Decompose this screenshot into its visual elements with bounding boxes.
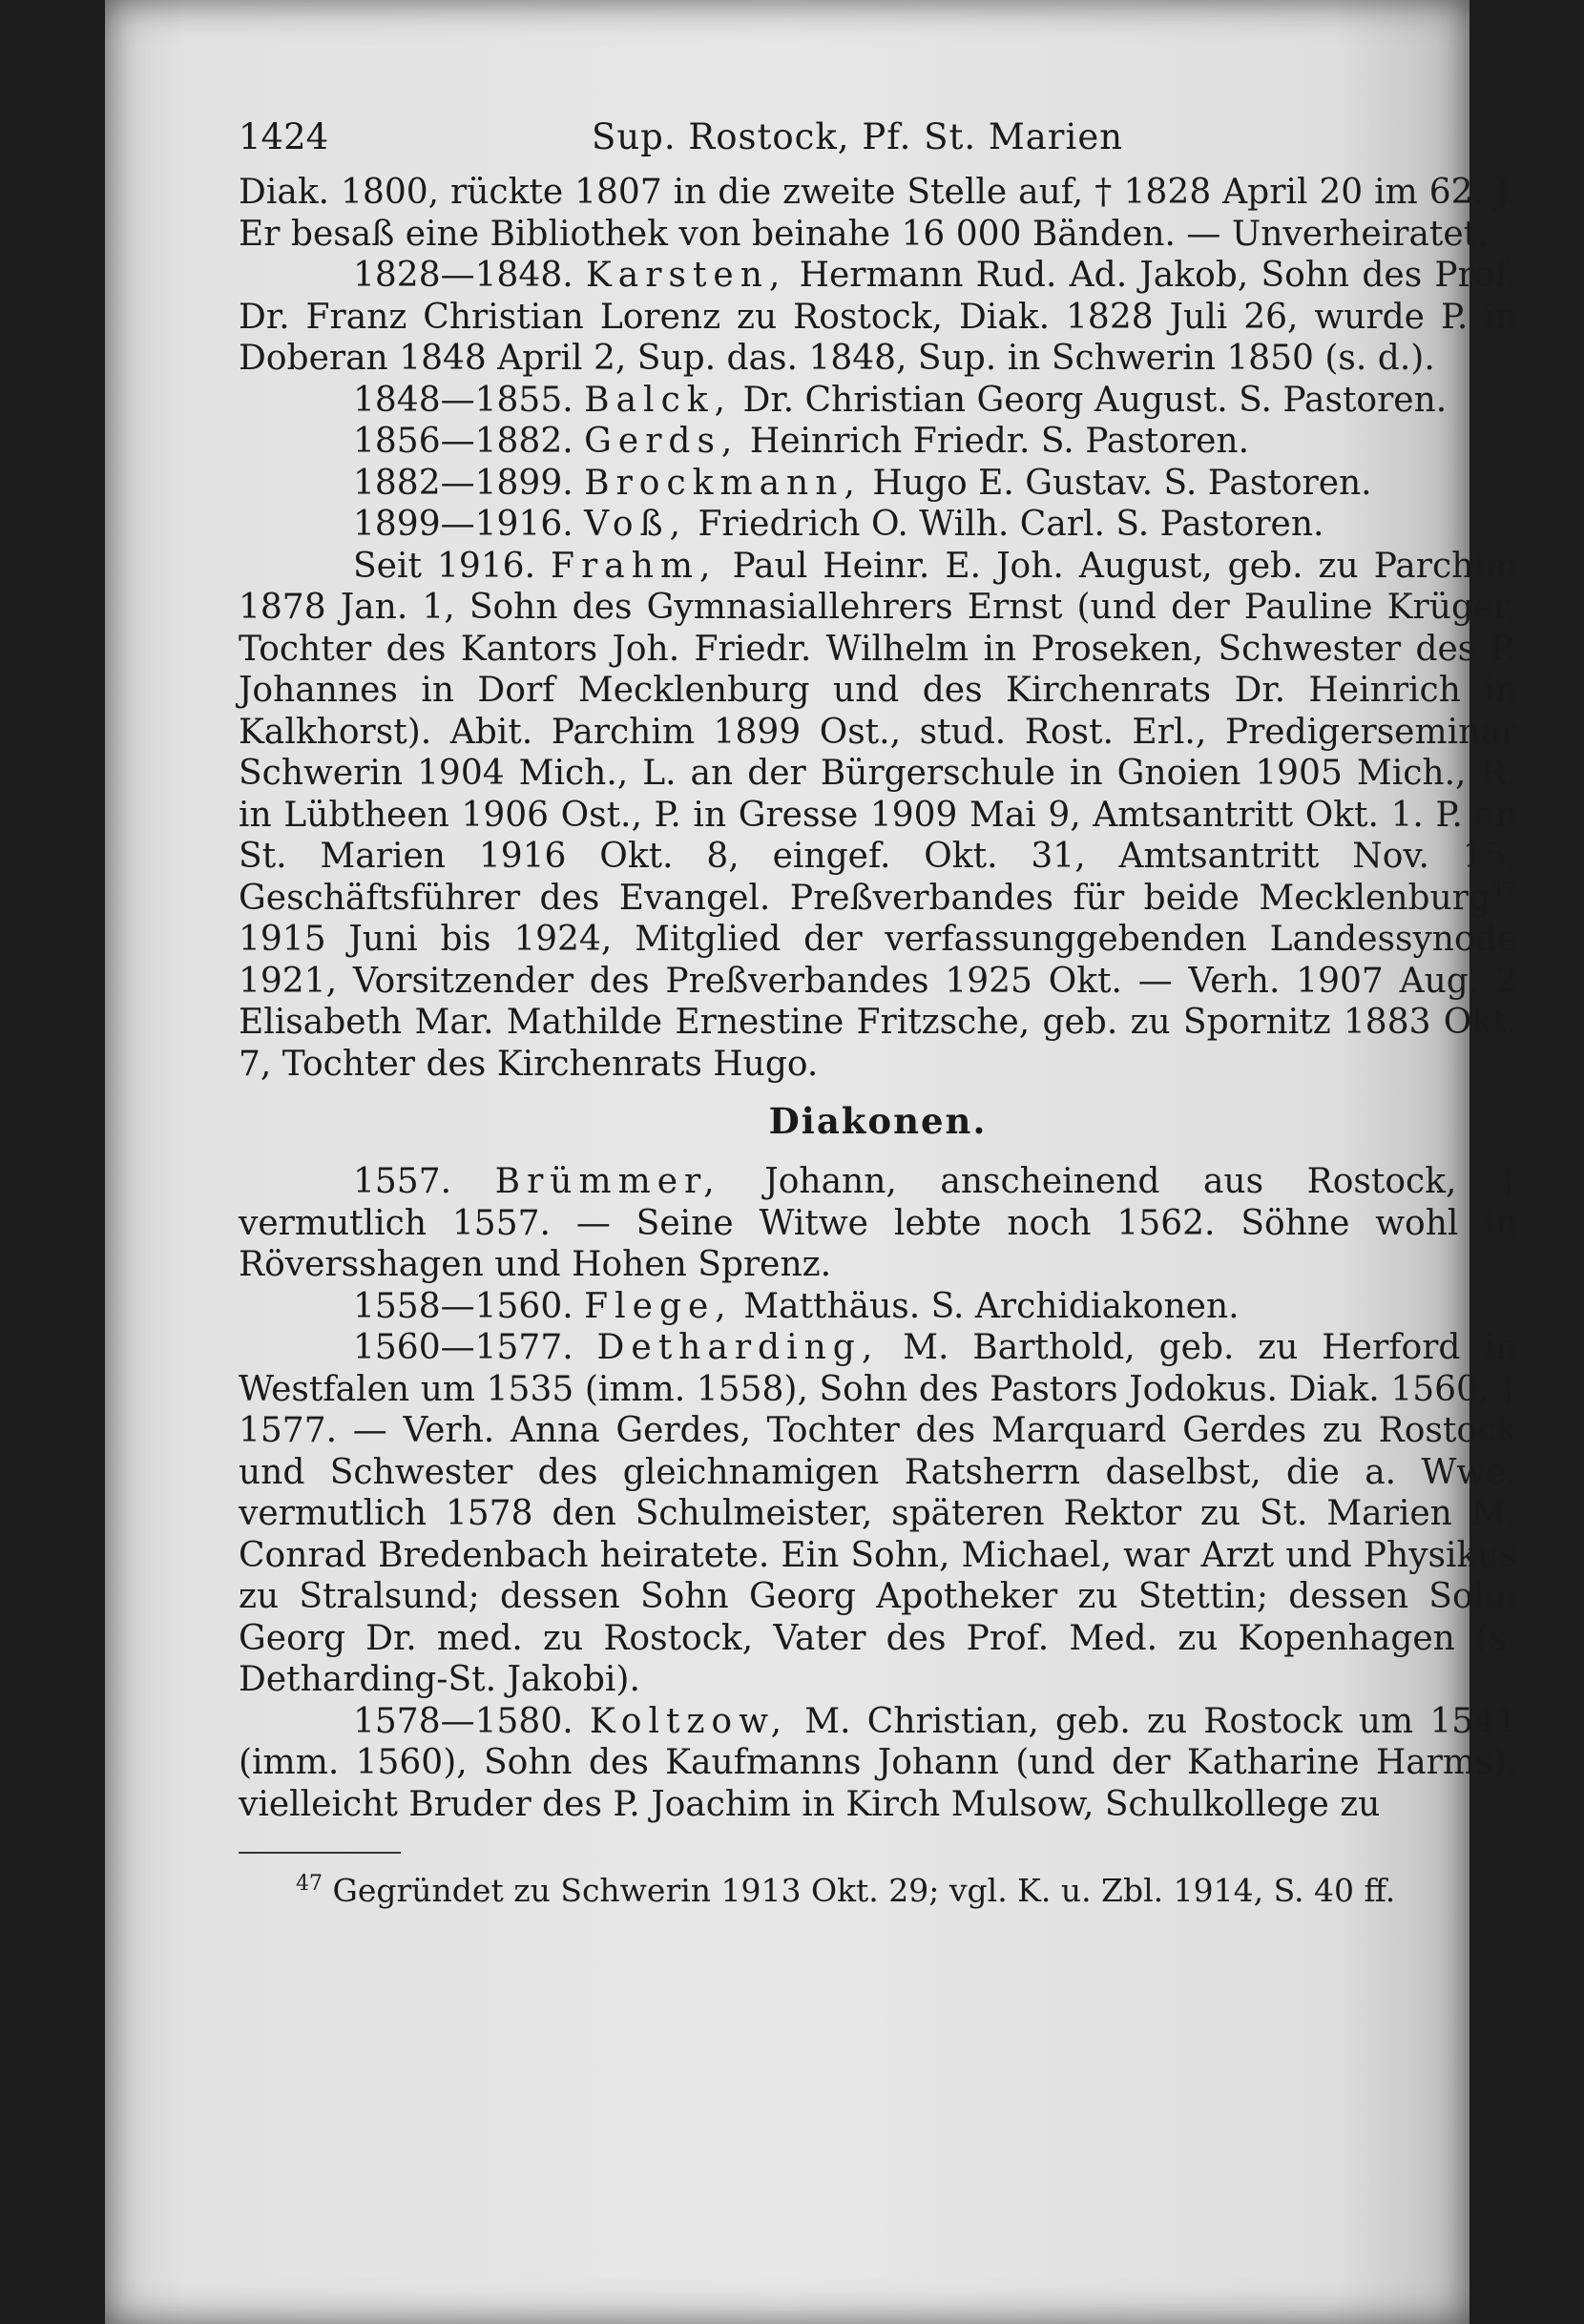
entry-years: 1856—1882.: [353, 422, 573, 461]
entry-text: Dr. Christian Georg August. S. Pastoren.: [742, 380, 1448, 420]
entry-text: M. Christian, geb. zu Rostock um 1541 (imm. 1560), Sohn des Kaufmanns Johann (und der Katharine Harms), vielleicht Bruder des P. Joachim in Kirch Mulsow, Schulkollege zu: [239, 1701, 1517, 1824]
entry-frahm: [239, 546, 1517, 1086]
entry-name: Brockmann,: [584, 463, 862, 503]
entry-continuation: Diak. 1800, rückte 1807 in die zweite Stelle auf, † 1828 April 20 im 62. J. Er besaß eine Bibliothek von beinahe 16 000 Bänden. — Unverheiratet.: [239, 173, 1517, 254]
entry-text: Heinrich Friedr. S. Pastoren.: [749, 422, 1250, 461]
entry-text: Matthäus. S. Archidiakonen.: [743, 1286, 1240, 1326]
entry-name: Flege,: [584, 1286, 733, 1326]
entry-text: Hugo E. Gustav. S. Pastoren.: [872, 463, 1372, 503]
entry-text: Hermann Rud. Ad. Jakob, Sohn des Prof. Dr. Franz Christian Lorenz zu Rostock, Diak. 1828 Juli 26, wurde P. in Doberan 1848 April 2, Sup. das. 1848, Sup. in Schwerin 1850 (s. d.).: [239, 256, 1517, 378]
entry-flege: [239, 1286, 1517, 1328]
entry-text: Johann, anscheinend aus Rostock, † vermutlich 1557. — Seine Witwe lebte noch 1562. Söhne wohl in Röversshagen und Hohen Sprenz.: [239, 1162, 1517, 1284]
entry-years: 1882—1899.: [353, 463, 573, 503]
book-page: [105, 0, 1517, 2324]
footnote: [239, 1871, 1517, 1911]
page-content: [239, 105, 1517, 1911]
entry-detharding: [239, 1327, 1517, 1701]
entry-name: Karsten,: [585, 256, 787, 295]
entry-years: 1558—1560.: [353, 1286, 573, 1326]
entry-years: 1848—1855.: [353, 380, 573, 420]
entry-years: 1557.: [353, 1162, 452, 1201]
entry-voss: [239, 504, 1517, 546]
entry-name: Balck,: [584, 380, 732, 420]
entry-text: M. Barthold, geb. zu Herford in Westfalen um 1535 (imm. 1558), Sohn des Pastors Jodokus. Diak. 1560, † 1577. — Verh. Anna Gerdes, Tochter des Marquard Gerdes zu Rostock und Schwester des gleichnamigen Ratsherrn daselbst, die a. Wwe. vermutlich 1578 den Schulmeister, späteren Rektor zu St. Marien M. Conrad Bredenbach heiratete. Ein Sohn, Michael, war Arzt und Physikus zu Stralsund; dessen Sohn Georg Apotheker zu Stettin; dessen Sohn Georg Dr. med. zu Rostock, Vater des Prof. Med. zu Kopenhagen (s. Detharding-St. Jakobi).: [239, 1328, 1517, 1699]
entry-name: Gerds,: [584, 422, 740, 461]
entry-years: 1560—1577.: [353, 1328, 573, 1367]
entry-name: Koltzow,: [589, 1701, 789, 1741]
entry-years: 1828—1848.: [353, 256, 573, 295]
entry-brockmann: [239, 463, 1517, 505]
running-header: [239, 105, 1517, 172]
entry-text: Paul Heinr. E. Joh. August, geb. zu Parchim 1878 Jan. 1, Sohn des Gymnasiallehrers Ernst (und der Pauline Krüger, Tochter des Kantors Joh. Friedr. Wilhelm in Proseken, Schwester des P. Johannes in Dorf Mecklenburg und des Kirchenrats Dr. Heinrich in Kalkhorst). Abit. Parchim 1899 Ost., stud. Rost. Erl., Predigerseminar Schwerin 1904 Mich., L. an der Bürgerschule in Gnoien 1905 Mich., R. in Lübtheen 1906 Ost., P. in Gresse 1909 Mai 9, Amtsantritt Okt. 1. P. an St. Marien 1916 Okt. 8, eingef. Okt. 31, Amtsantritt Nov. 15, Geschäftsführer des Evangel. Preßverbandes für beide Mecklenburg: [239, 546, 1517, 918]
entry-koltzow: [239, 1701, 1517, 1826]
footnote-text: Gegründet zu Schwerin 1913 Okt. 29; vgl. K. u. Zbl. 1914, S. 40 ff.: [332, 1872, 1396, 1909]
entry-years: Seit 1916.: [353, 546, 536, 586]
footnote-number: 47: [296, 1872, 323, 1896]
entry-bruemmer: [239, 1161, 1517, 1286]
entry-name: Voß,: [584, 505, 687, 544]
entry-name: Detharding,: [596, 1328, 880, 1367]
entry-karsten: [239, 255, 1517, 380]
entry-text: Friedrich O. Wilh. Carl. S. Pastoren.: [698, 505, 1324, 544]
footnote-marker[interactable]: 47: [1490, 878, 1517, 903]
entry-years: 1899—1916.: [353, 505, 573, 544]
entry-gerds: [239, 421, 1517, 463]
section-title-diakonen: Diakonen.: [768, 1100, 988, 1142]
entry-name: Frahm,: [551, 546, 718, 586]
entry-text-cont: 1915 Juni bis 1924, Mitglied der verfassunggebenden Landessynode 1921, Vorsitzender des Preßverbandes 1925 Okt. — Verh. 1907 Aug. 2 Elisabeth Mar. Mathilde Ernestine Fritzsche, geb. zu Spornitz 1883 Okt. 7, Tochter des Kirchenrats Hugo.: [239, 920, 1517, 1084]
footnote-divider: [239, 1852, 401, 1854]
running-title: Sup. Rostock, Pf. St. Marien: [592, 116, 1124, 157]
entry-years: 1578—1580.: [353, 1701, 573, 1741]
entry-name: Brümmer,: [494, 1162, 721, 1201]
entry-balck: [239, 380, 1517, 422]
page-number: 1424: [239, 116, 329, 157]
